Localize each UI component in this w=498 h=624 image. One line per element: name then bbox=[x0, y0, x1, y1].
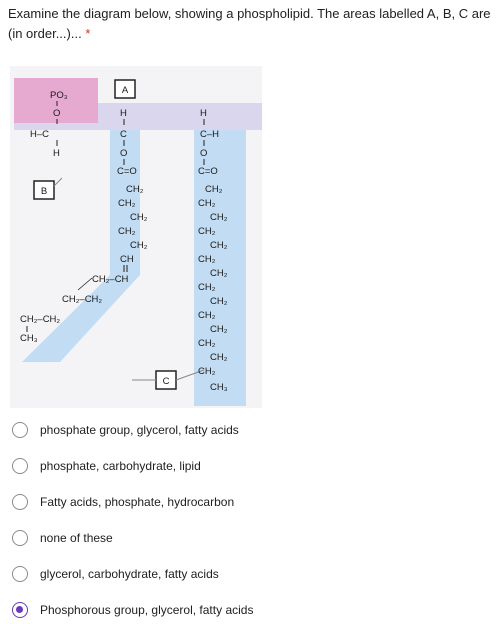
svg-text:A: A bbox=[121, 85, 129, 96]
svg-text:PO₃: PO₃ bbox=[50, 90, 68, 101]
svg-text:CH₂–CH: CH₂–CH bbox=[92, 274, 129, 285]
svg-text:B: B bbox=[40, 186, 48, 197]
svg-text:CH₂: CH₂ bbox=[198, 366, 216, 377]
option-4[interactable] bbox=[12, 564, 219, 584]
svg-text:CH₃: CH₃ bbox=[20, 333, 38, 344]
svg-text:C–H: C–H bbox=[200, 129, 220, 140]
svg-text:CH₂: CH₂ bbox=[198, 310, 216, 321]
svg-text:H: H bbox=[120, 108, 127, 119]
svg-text:C=O: C=O bbox=[198, 166, 218, 177]
label-a-box bbox=[115, 80, 135, 98]
svg-text:C: C bbox=[120, 129, 127, 140]
option-3[interactable] bbox=[12, 528, 113, 548]
svg-text:C=O: C=O bbox=[117, 166, 137, 177]
svg-text:CH₂–CH₂: CH₂–CH₂ bbox=[62, 294, 103, 305]
svg-text:CH₂: CH₂ bbox=[205, 184, 223, 195]
radio-button[interactable] bbox=[12, 530, 28, 546]
svg-text:H: H bbox=[200, 108, 207, 119]
svg-text:CH₂: CH₂ bbox=[210, 212, 228, 223]
svg-text:CH₃: CH₃ bbox=[210, 382, 228, 393]
radio-button-selected[interactable] bbox=[12, 602, 28, 618]
option-1[interactable] bbox=[12, 456, 201, 476]
option-label: Phosphorous group, glycerol, fatty acids bbox=[40, 603, 254, 617]
svg-text:CH₂: CH₂ bbox=[210, 240, 228, 251]
option-label: phosphate, carbohydrate, lipid bbox=[40, 459, 201, 473]
svg-text:CH₂–CH₂: CH₂–CH₂ bbox=[20, 314, 61, 325]
svg-text:H–C: H–C bbox=[30, 129, 50, 140]
option-0[interactable] bbox=[12, 420, 239, 440]
svg-text:O: O bbox=[200, 148, 208, 159]
radio-button[interactable] bbox=[12, 566, 28, 582]
radio-button[interactable] bbox=[12, 494, 28, 510]
svg-text:CH₂: CH₂ bbox=[198, 198, 216, 209]
svg-text:CH₂: CH₂ bbox=[210, 268, 228, 279]
option-label: glycerol, carbohydrate, fatty acids bbox=[40, 567, 219, 581]
svg-text:O: O bbox=[53, 108, 61, 119]
svg-text:CH₂: CH₂ bbox=[198, 282, 216, 293]
svg-text:CH₂: CH₂ bbox=[198, 226, 216, 237]
option-5[interactable] bbox=[12, 600, 253, 620]
svg-text:CH₂: CH₂ bbox=[130, 212, 148, 223]
svg-text:H: H bbox=[53, 148, 60, 159]
svg-text:CH: CH bbox=[120, 254, 134, 265]
svg-text:CH₂: CH₂ bbox=[210, 352, 228, 363]
option-label: Fatty acids, phosphate, hydrocarbon bbox=[40, 495, 235, 509]
option-2[interactable] bbox=[12, 492, 234, 512]
svg-text:CH₂: CH₂ bbox=[210, 324, 228, 335]
svg-text:CH₂: CH₂ bbox=[198, 254, 216, 265]
svg-text:O: O bbox=[120, 148, 128, 159]
question-text: Examine the diagram below, showing a phospholipid. The areas labelled A, B, C are (in order...)... bbox=[8, 6, 491, 41]
svg-text:CH₂: CH₂ bbox=[126, 184, 144, 195]
required-asterisk: * bbox=[85, 26, 91, 41]
svg-text:CH₂: CH₂ bbox=[198, 338, 216, 349]
svg-text:CH₂: CH₂ bbox=[210, 296, 228, 307]
radio-button[interactable] bbox=[12, 458, 28, 474]
svg-text:CH₂: CH₂ bbox=[118, 226, 136, 237]
svg-text:C: C bbox=[162, 376, 170, 387]
option-label: phosphate group, glycerol, fatty acids bbox=[40, 423, 239, 437]
svg-text:CH₂: CH₂ bbox=[118, 198, 136, 209]
radio-button[interactable] bbox=[12, 422, 28, 438]
svg-text:CH₂: CH₂ bbox=[130, 240, 148, 251]
option-label: none of these bbox=[40, 531, 113, 545]
